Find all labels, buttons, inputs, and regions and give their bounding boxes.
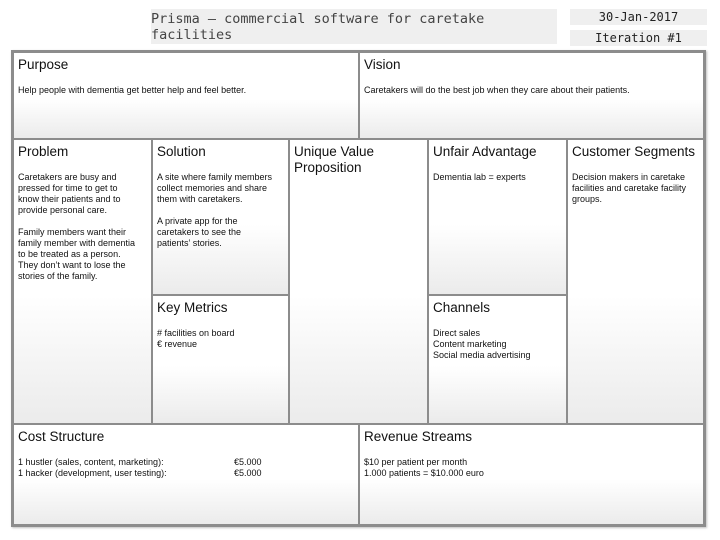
customer-segments-line: groups. (572, 194, 603, 204)
problem-line: to be treated as a person. (18, 249, 121, 259)
channels-heading: Channels (433, 300, 491, 315)
cost-structure-cell (13, 424, 359, 525)
cost-amount: €5.000 (234, 468, 262, 478)
channels-line: Direct sales (433, 328, 481, 338)
customer-segments-line: facilities and caretake facility (572, 183, 687, 193)
problem-heading: Problem (18, 144, 69, 159)
canvas-iteration: Iteration #1 (570, 30, 707, 46)
lean-canvas (11, 50, 706, 527)
solution-line: A site where family members (157, 172, 273, 182)
key-metrics-line: € revenue (157, 339, 198, 349)
purpose-text: Help people with dementia get better help and feel better. (18, 85, 247, 95)
cost-row (18, 457, 354, 468)
problem-line: They don’t want to lose the (18, 260, 126, 270)
channels-cell (428, 295, 567, 424)
problem-line: stories of the family. (18, 271, 98, 281)
solution-line: them with caretakers. (157, 194, 243, 204)
cost-row (18, 468, 354, 479)
vision-text: Caretakers will do the best job when they care about their patients. (364, 85, 630, 95)
solution-heading: Solution (157, 144, 206, 159)
problem-line: Family members want their (18, 227, 127, 237)
cost-label: 1 hacker (development, user testing): (18, 468, 167, 478)
customer-segments-heading: Customer Segments (572, 144, 696, 159)
problem-line: provide personal care. (18, 205, 108, 215)
uvp-heading-line1: Unique Value (294, 144, 375, 159)
cost-label: 1 hustler (sales, content, marketing): (18, 457, 164, 467)
canvas-title: Prisma – commercial software for caretake facilities (151, 9, 557, 44)
vision-heading: Vision (364, 57, 401, 72)
problem-line: pressed for time to get to (18, 183, 118, 193)
revenue-streams-heading: Revenue Streams (364, 429, 473, 444)
solution-line: collect memories and share (157, 183, 268, 193)
solution-line: caretakers to see the (157, 227, 242, 237)
vision-cell (359, 52, 704, 139)
channels-line: Content marketing (433, 339, 507, 349)
unfair-advantage-cell (428, 139, 567, 295)
solution-cell (152, 139, 289, 295)
purpose-heading: Purpose (18, 57, 69, 72)
customer-segments-line: Decision makers in caretake (572, 172, 686, 182)
problem-line: know their patients and to (18, 194, 121, 204)
key-metrics-cell (152, 295, 289, 424)
purpose-cell (13, 52, 359, 139)
problem-line: family member with dementia (18, 238, 136, 248)
canvas-date: 30-Jan-2017 (570, 9, 707, 25)
unfair-advantage-text: Dementia lab = experts (433, 172, 526, 182)
revenue-line: $10 per patient per month (364, 457, 468, 467)
uvp-heading-line2: Proposition (294, 160, 362, 175)
solution-line: patients’ stories. (157, 238, 222, 248)
revenue-streams-cell (359, 424, 704, 525)
problem-line: Caretakers are busy and (18, 172, 117, 182)
uvp-cell (289, 139, 428, 424)
solution-line: A private app for the (157, 216, 238, 226)
channels-line: Social media advertising (433, 350, 531, 360)
cost-amount: €5.000 (234, 457, 262, 467)
cost-structure-heading: Cost Structure (18, 429, 105, 444)
unfair-advantage-heading: Unfair Advantage (433, 144, 537, 159)
customer-segments-cell (567, 139, 704, 424)
problem-cell (13, 139, 152, 424)
key-metrics-heading: Key Metrics (157, 300, 228, 315)
revenue-line: 1.000 patients = $10.000 euro (364, 468, 484, 478)
key-metrics-line: # facilities on board (157, 328, 235, 338)
